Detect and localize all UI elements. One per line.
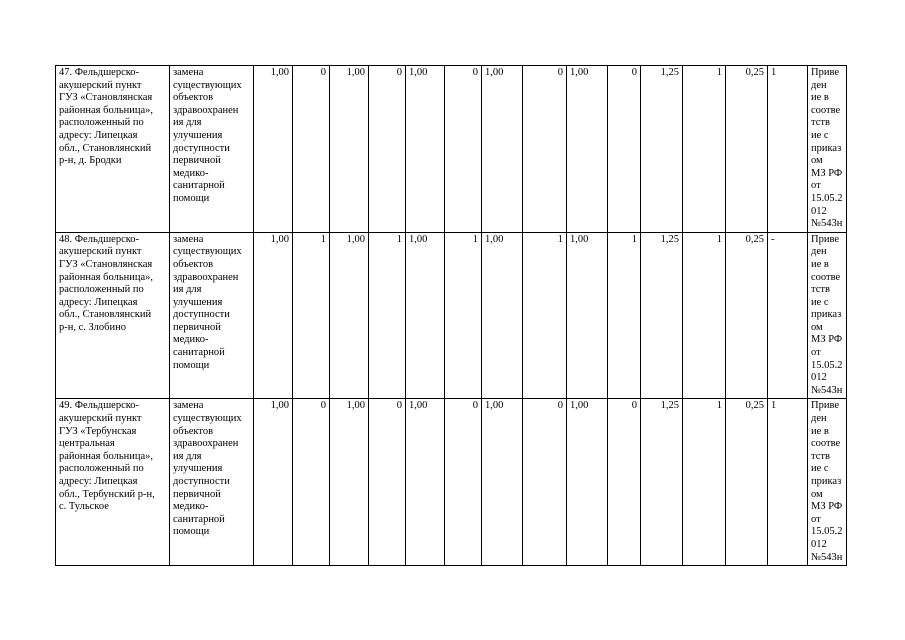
- value-cell: 1: [683, 399, 726, 566]
- value-cell: 1: [369, 232, 406, 399]
- value-cell: 1,00: [330, 232, 369, 399]
- value-cell: 1,00: [406, 399, 445, 566]
- measure-cell: замена существующих объектов здравоохранен ия для улучшения доступности первичной медико- санитарной помощи: [170, 232, 254, 399]
- measure-cell: замена существующих объектов здравоохранен ия для улучшения доступности первичной медико- санитарной помощи: [170, 399, 254, 566]
- value-cell: 0: [293, 399, 330, 566]
- value-cell: 0: [445, 399, 482, 566]
- value-cell: 1: [523, 232, 567, 399]
- value-cell: 1,00: [254, 399, 293, 566]
- facility-cell: 48. Фельдшерско- акушерский пункт ГУЗ «Становлянская районная больница», расположенный по адресу: Липецкая обл., Становлянский р-н, с. Злобино: [56, 232, 170, 399]
- value-cell: 1,00: [330, 66, 369, 233]
- value-cell: 0: [369, 399, 406, 566]
- value-cell: 1,00: [482, 66, 523, 233]
- table-row: [56, 232, 847, 399]
- value-cell: 1: [683, 232, 726, 399]
- value-cell: 1,00: [330, 399, 369, 566]
- value-cell: 1: [768, 66, 808, 233]
- value-cell: 1: [768, 399, 808, 566]
- value-cell: 0: [445, 66, 482, 233]
- value-cell: 0: [523, 399, 567, 566]
- value-cell: 1: [293, 232, 330, 399]
- value-cell: 1,00: [406, 232, 445, 399]
- value-cell: 1,00: [482, 232, 523, 399]
- value-cell: 0: [523, 66, 567, 233]
- value-cell: 1,25: [641, 66, 683, 233]
- note-cell: Приведен ие в соответств ие с приказом МЗ РФ от 15.05.2012 №543н: [808, 232, 847, 399]
- value-cell: 1,00: [567, 66, 608, 233]
- value-cell: 1,00: [482, 399, 523, 566]
- value-cell: -: [768, 232, 808, 399]
- value-cell: 1,00: [406, 66, 445, 233]
- value-cell: 1,25: [641, 399, 683, 566]
- table-body: [56, 66, 847, 566]
- measure-cell: замена существующих объектов здравоохранен ия для улучшения доступности первичной медико- санитарной помощи: [170, 66, 254, 233]
- value-cell: 0,25: [726, 66, 768, 233]
- note-cell: Приведен ие в соответств ие с приказом МЗ РФ от 15.05.2012 №543н: [808, 66, 847, 233]
- value-cell: 0: [293, 66, 330, 233]
- value-cell: 1,25: [641, 232, 683, 399]
- facility-cell: 47. Фельдшерско- акушерский пункт ГУЗ «Становлянская районная больница», расположенный по адресу: Липецкая обл., Становлянский р-н, д. Бродки: [56, 66, 170, 233]
- table-row: [56, 399, 847, 566]
- value-cell: 1,00: [254, 66, 293, 233]
- value-cell: 0,25: [726, 399, 768, 566]
- facilities-table: [55, 65, 847, 566]
- value-cell: 1: [445, 232, 482, 399]
- value-cell: 1: [683, 66, 726, 233]
- table-row: [56, 66, 847, 233]
- value-cell: 1,00: [567, 399, 608, 566]
- value-cell: 1,00: [567, 232, 608, 399]
- value-cell: 0: [608, 399, 641, 566]
- value-cell: 0: [369, 66, 406, 233]
- note-cell: Приведен ие в соответств ие с приказом МЗ РФ от 15.05.2012 №543н: [808, 399, 847, 566]
- value-cell: 1,00: [254, 232, 293, 399]
- value-cell: 0,25: [726, 232, 768, 399]
- value-cell: 1: [608, 232, 641, 399]
- value-cell: 0: [608, 66, 641, 233]
- facility-cell: 49. Фельдшерско- акушерский пункт ГУЗ «Тербунская центральная районная больница», расположенный по адресу: Липецкая обл., Тербунский р-н, с. Тульское: [56, 399, 170, 566]
